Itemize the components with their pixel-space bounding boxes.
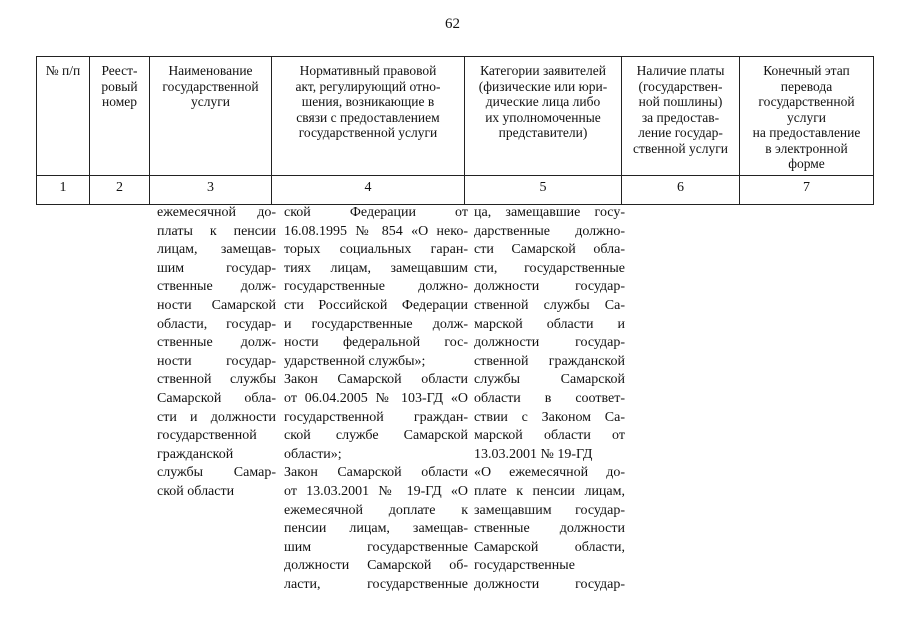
header-cell-2: Реест- ровый номер: [90, 57, 150, 176]
applicant-categories-column: [474, 204, 625, 594]
text-line: ственные должности: [474, 521, 625, 537]
text-line: ударственной службы»;: [284, 353, 426, 369]
text-line: тиях лицам, замещавшим: [284, 260, 468, 276]
text-line: ласти, государственные: [284, 576, 468, 592]
text-line: дарственные должно-: [474, 223, 625, 239]
text-line: должности государ-: [474, 335, 625, 351]
header-cell-7: Конечный этап перевода государственной услуги на предоставление в электронной форме: [740, 57, 874, 176]
text-line: Закон Самарской области: [284, 465, 468, 481]
text-line: марской области и: [474, 316, 625, 332]
text-line: ской службе Самарской: [284, 428, 468, 444]
text-line: 16.08.1995 № 854 «О неко-: [284, 223, 468, 239]
text-line: должности Самарской об-: [284, 558, 468, 574]
column-number-4: 4: [272, 176, 465, 205]
header-cell-1: № п/п: [37, 57, 90, 176]
page-number: 62: [445, 16, 460, 32]
text-line: государственной: [157, 428, 257, 444]
text-line: службы Самарской: [474, 372, 625, 388]
column-number-3: 3: [150, 176, 272, 205]
text-line: сти, государственные: [474, 260, 625, 276]
text-line: ской Федерации от: [284, 205, 468, 220]
text-line: Закон Самарской области: [284, 372, 468, 388]
text-line: государственные: [474, 558, 575, 574]
text-line: замещавшим государ-: [474, 502, 625, 518]
text-line: марской области от: [474, 428, 625, 444]
text-line: государственные должно-: [284, 279, 468, 295]
text-line: шим государ-: [157, 260, 276, 276]
column-number-7: 7: [740, 176, 874, 205]
text-line: ежемесячной доплате к: [284, 502, 468, 518]
text-line: гражданской: [157, 446, 234, 462]
text-line: ственной гражданской: [474, 353, 625, 369]
text-line: «О ежемесячной до-: [474, 465, 625, 481]
text-line: ственной службы Са-: [474, 297, 625, 313]
column-number-1: 1: [37, 176, 90, 205]
text-line: сти Российской Федерации: [284, 297, 468, 313]
text-line: лицам, замещав-: [157, 242, 276, 258]
text-line: ской области: [157, 483, 235, 499]
text-line: Самарской области,: [474, 539, 625, 555]
header-cell-3: Наименование государственной услуги: [150, 57, 272, 176]
header-cell-5: Категории заявителей (физические или юри- дические лица либо их уполномоченные представители): [465, 57, 622, 176]
text-line: сти Самарской обла-: [474, 242, 625, 258]
text-line: плате к пенсии лицам,: [474, 483, 625, 499]
text-line: ежемесячной до-: [157, 205, 276, 220]
text-line: 13.03.2001 № 19-ГД: [474, 446, 593, 462]
text-line: ца, замещавшие госу-: [474, 205, 625, 220]
column-number-2: 2: [90, 176, 150, 205]
text-line: области, государ-: [157, 316, 276, 332]
text-line: ствии с Законом Са-: [474, 409, 625, 425]
text-line: от 06.04.2005 № 103-ГД «О: [284, 390, 468, 406]
text-line: от 13.03.2001 № 19-ГД «О: [284, 483, 468, 499]
header-cell-6: Наличие платы (государствен- ной пошлины) за предостав- ление государ- ственной услуги: [622, 57, 740, 176]
service-name-column: [157, 204, 276, 502]
text-line: ственные долж-: [157, 279, 276, 295]
legal-act-column: [284, 204, 468, 594]
text-line: сти и должности: [157, 409, 276, 425]
text-line: и государственные долж-: [284, 316, 468, 332]
text-line: должности государ-: [474, 576, 625, 592]
text-line: платы к пенсии: [157, 223, 276, 239]
services-table-header: [36, 56, 874, 205]
text-line: ности Самарской: [157, 297, 276, 313]
text-line: области в соответ-: [474, 390, 625, 406]
text-line: ственные долж-: [157, 335, 276, 351]
text-line: Самарской обла-: [157, 390, 276, 406]
text-line: государственной граждан-: [284, 409, 468, 425]
text-line: пенсии лицам, замещав-: [284, 521, 468, 537]
header-cell-4: Нормативный правовой акт, регулирующий отно- шения, возникающие в связи с предоставлением государственной услуги: [272, 57, 465, 176]
text-line: ственной службы: [157, 372, 276, 388]
text-line: шим государственные: [284, 539, 468, 555]
text-line: должности государ-: [474, 279, 625, 295]
text-line: ности федеральной гос-: [284, 335, 468, 351]
column-number-6: 6: [622, 176, 740, 205]
column-number-5: 5: [465, 176, 622, 205]
text-line: службы Самар-: [157, 465, 276, 481]
text-line: ности государ-: [157, 353, 276, 369]
text-line: торых социальных гаран-: [284, 242, 468, 258]
text-line: области»;: [284, 446, 342, 462]
